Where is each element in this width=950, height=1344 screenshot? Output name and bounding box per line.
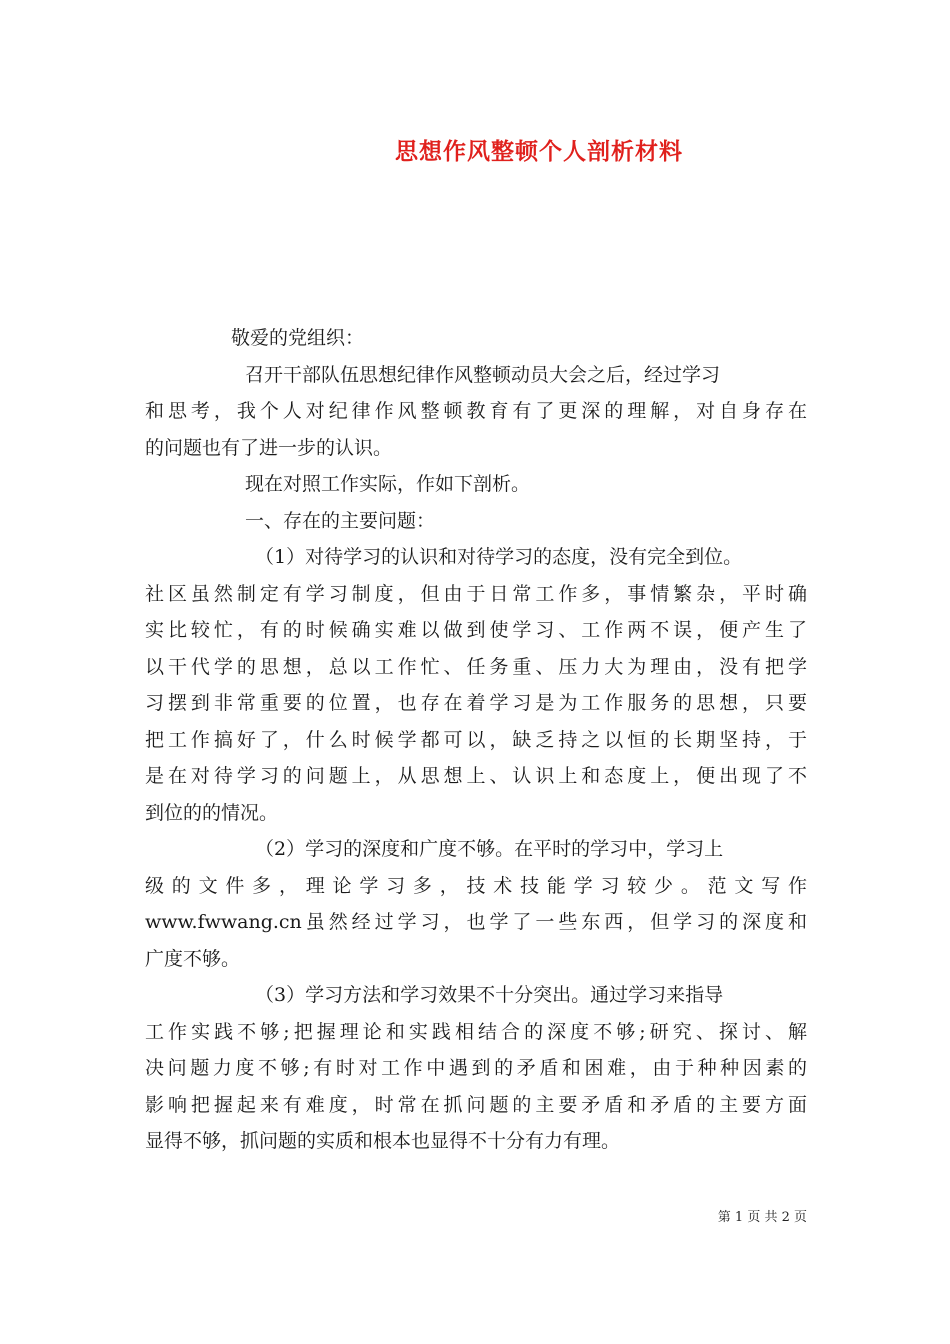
paragraph-line: 以干代学的思想，总以工作忙、任务重、压力大为理由，没有把学 [145,655,807,678]
paragraph-line: （3）学习方法和学习效果不十分突出。通过学习来指导 [255,984,724,1006]
paragraph-line: 社区虽然制定有学习制度，但由于日常工作多，事情繁杂，平时确 [145,582,807,605]
paragraph-line: 广度不够。 [145,947,241,970]
paragraph-line: 到位的的情况。 [145,801,279,824]
paragraph-line: 召开干部队伍思想纪律作风整顿动员大会之后，经过学习 [245,363,721,386]
paragraph-line: 和思考，我个人对纪律作风整顿教育有了更深的理解，对自身存在 [145,400,807,422]
paragraph-line: 实比较忙，有的时候确实难以做到使学习、工作两不误，便产生了 [145,619,807,641]
paragraph-line: （1）对待学习的认识和对待学习的态度，没有完全到位。 [255,546,743,568]
paragraph-line: 现在对照工作实际，作如下剖析。 [245,473,531,495]
greeting-line: 敬爱的党组织： [231,327,365,349]
paragraph-line: 的问题也有了进一步的认识。 [145,436,393,459]
paragraph-line: 习摆到非常重要的位置，也存在着学习是为工作服务的思想，只要 [145,692,807,714]
paragraph-line: 决问题力度不够;有时对工作中遇到的矛盾和困难，由于种种因素的 [145,1057,807,1079]
page-number: 第 1 页 共 2 页 [717,1210,807,1225]
paragraph-line: 显得不够，抓问题的实质和根本也显得不十分有力有理。 [145,1130,621,1152]
document-title: 思想作风整顿个人剖析材料 [395,138,683,165]
paragraph-line: 把工作搞好了，什么时候学都可以，缺乏持之以恒的长期坚持，于 [145,728,807,751]
paragraph-line: 是在对待学习的问题上，从思想上、认识上和态度上，便出现了不 [145,765,807,787]
paragraph-line: （2）学习的深度和广度不够。在平时的学习中，学习上 [255,838,724,860]
paragraph-line: www.fwwang.cn虽然经过学习，也学了一些东西，但学习的深度和 [145,911,807,933]
section-heading: 一、存在的主要问题： [245,509,436,532]
paragraph-line: 级的文件多，理论学习多，技术技能学习较少。范文写作 [145,874,807,897]
paragraph-line: 工作实践不够;把握理论和实践相结合的深度不够;研究、探讨、解 [145,1020,807,1043]
paragraph-line: 影响把握起来有难度，时常在抓问题的主要矛盾和矛盾的主要方面 [145,1093,807,1116]
document-body [145,320,807,1160]
